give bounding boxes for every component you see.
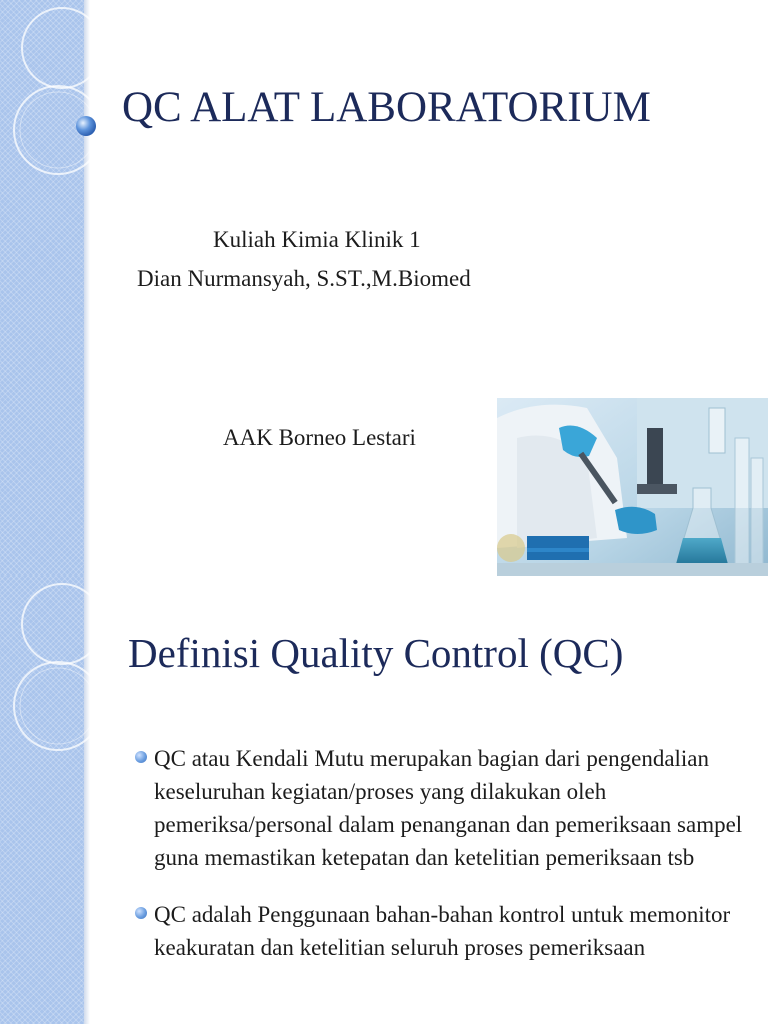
definition-slide [0, 576, 768, 1024]
institution-name: AAK Borneo Lestari [223, 425, 416, 450]
slide-title: QC ALAT LABORATORIUM [122, 84, 651, 131]
bullet-text: QC adalah Penggunaan bahan-bahan kontrol untuk memonitor keakuratan dan ketelitian seluruh proses pemeriksaan [154, 902, 731, 960]
course-name: Kuliah Kimia Klinik 1 [213, 227, 421, 252]
list-item [134, 898, 754, 964]
bullet-icon [135, 907, 147, 919]
list-item [134, 742, 754, 874]
bullet-icon [135, 751, 147, 763]
circle-decoration [0, 576, 140, 776]
bullet-list [134, 742, 754, 988]
lecturer-name: Dian Nurmansyah, S.ST.,M.Biomed [137, 266, 471, 291]
bullet-text: QC atau Kendali Mutu merupakan bagian dari pengendalian keseluruhan kegiatan/proses yang dilakukan oleh pemeriksa/personal dalam penanganan dan pemeriksaan sampel guna memastikan ketepatan dan ketelitian pemeriksaan tsb [154, 746, 743, 870]
orb-icon [76, 116, 96, 136]
circle-decoration [0, 0, 140, 200]
slide-heading: Definisi Quality Control (QC) [128, 630, 624, 676]
lab-photo [497, 398, 768, 576]
